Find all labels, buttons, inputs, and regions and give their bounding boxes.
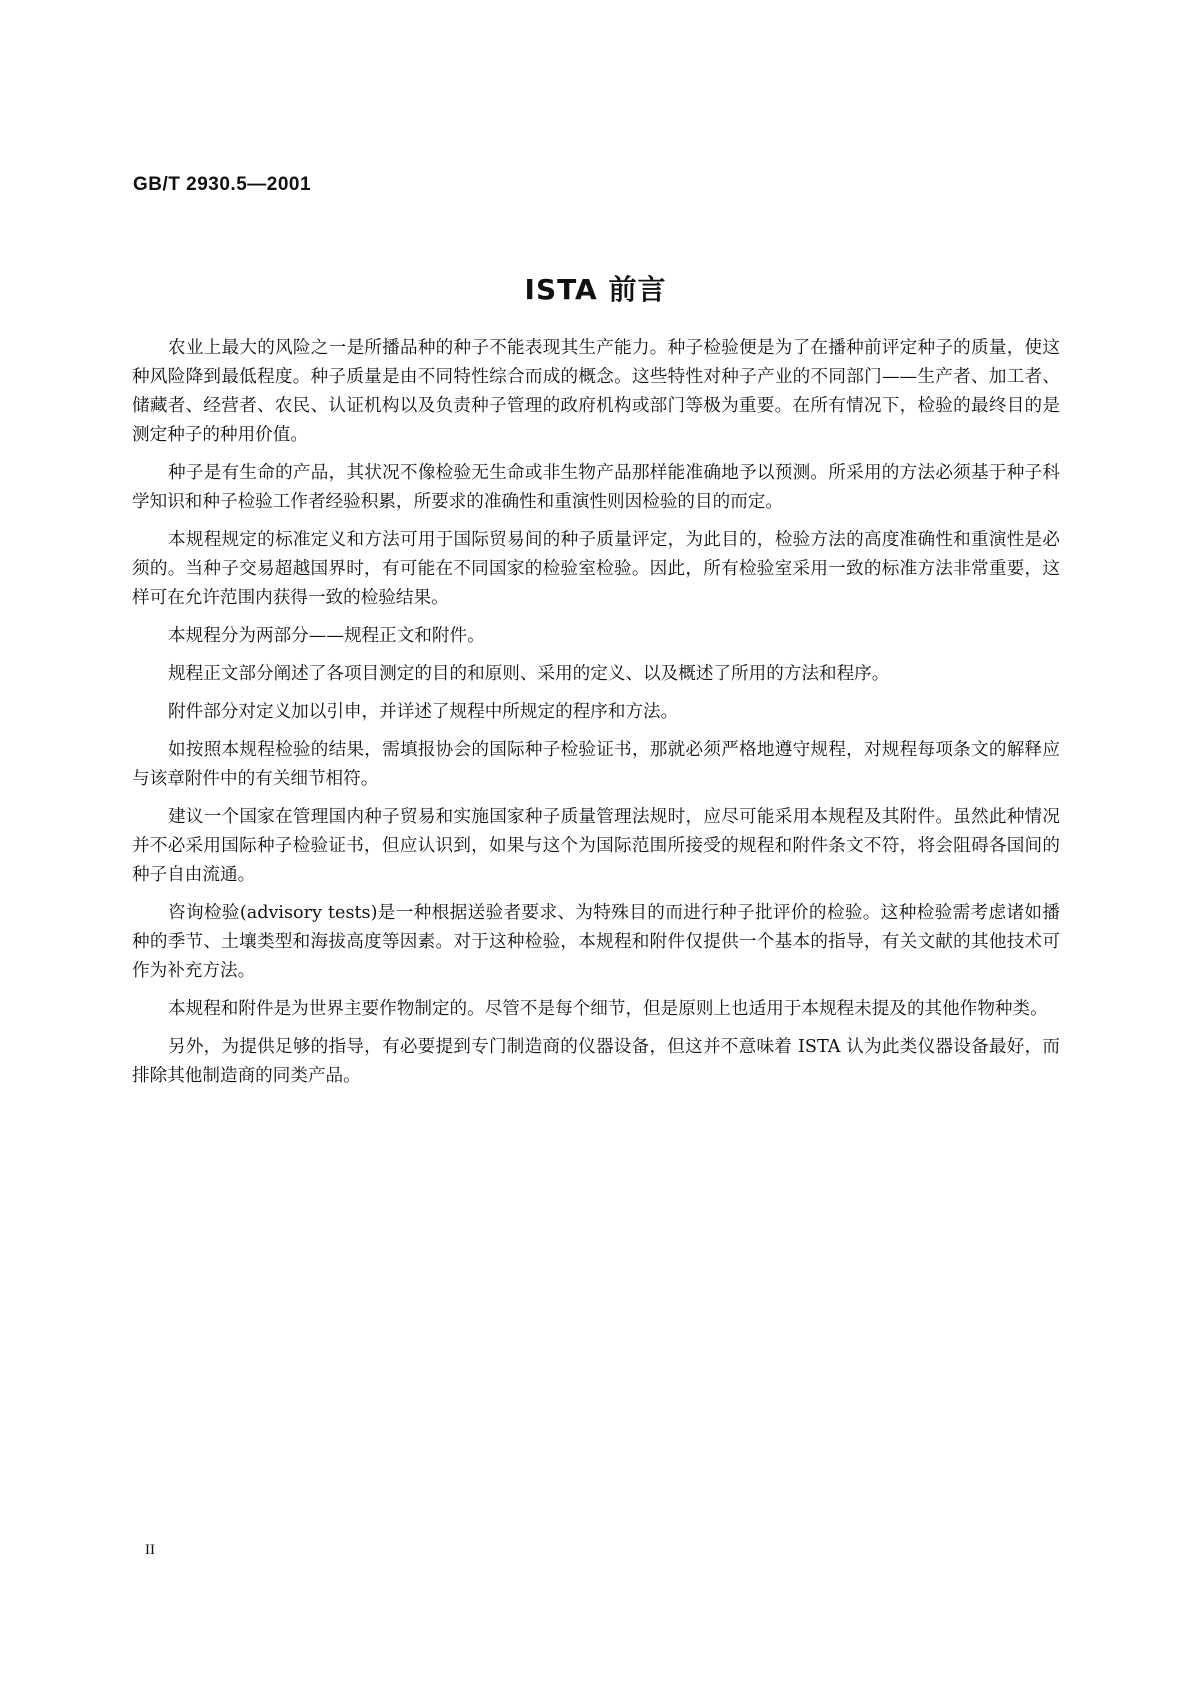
paragraph-5: 规程正文部分阐述了各项目测定的目的和原则、采用的定义、以及概述了所用的方法和程序。 (168, 664, 890, 684)
paragraph-3: 本规程规定的标准定义和方法可用于国际贸易间的种子质量评定，为此目的，检验方法的高度准确性和重演性是必须的。当种子交易超越国界时，有可能在不同国家的检验室检验。因此，所有检验室采用一致的标准方法非常重要，这样可在允许范围内获得一致的检验结果。 (132, 530, 1060, 608)
paragraph-2: 种子是有生命的产品，其状况不像检验无生命或非生物产品那样能准确地予以预测。所采用的方法必须基于种子科学知识和种子检验工作者经验积累，所要求的准确性和重演性则因检验的目的而定。 (132, 463, 1060, 512)
standard-number: GB/T 2930.5—2001 (133, 174, 312, 195)
paragraph-11: 另外，为提供足够的指导，有必要提到专门制造商的仪器设备，但这并不意味着 ISTA 认为此类仪器设备最好，而排除其他制造商的同类产品。 (132, 1037, 1060, 1086)
paragraph-4: 本规程分为两部分——规程正文和附件。 (168, 626, 485, 646)
paragraph-10: 本规程和附件是为世界主要作物制定的。尽管不是每个细节，但是原则上也适用于本规程未提及的其他作物种类。 (168, 999, 1048, 1019)
paragraph-8: 建议一个国家在管理国内种子贸易和实施国家种子质量管理法规时，应尽可能采用本规程及其附件。虽然此种情况并不必采用国际种子检验证书，但应认识到，如果与这个为国际范围所接受的规程和附件条文不符，将会阻碍各国间的种子自由流通。 (132, 807, 1060, 885)
body-text (132, 334, 1060, 1100)
paragraph-9: 咨询检验(advisory tests)是一种根据送验者要求、为特殊目的而进行种子批评价的检验。这种检验需考虑诸如播种的季节、土壤类型和海拔高度等因素。对于这种检验，本规程和附件仅提供一个基本的指导，有关文献的其他技术可作为补充方法。 (132, 903, 1060, 981)
page-title: ISTA 前言 (524, 273, 667, 306)
paragraph-6: 附件部分对定义加以引申，并详述了规程中所规定的程序和方法。 (168, 702, 679, 722)
page-number: II (145, 1542, 155, 1558)
paragraph-7: 如按照本规程检验的结果，需填报协会的国际种子检验证书，那就必须严格地遵守规程，对规程每项条文的解释应与该章附件中的有关细节相符。 (132, 740, 1060, 789)
paragraph-1: 农业上最大的风险之一是所播品种的种子不能表现其生产能力。种子检验便是为了在播种前评定种子的质量，使这种风险降到最低程度。种子质量是由不同特性综合而成的概念。这些特性对种子产业的不同部门——生产者、加工者、储藏者、经营者、农民、认证机构以及负责种子管理的政府机构或部门等极为重要。在所有情况下，检验的最终目的是测定种子的种用价值。 (132, 338, 1060, 445)
